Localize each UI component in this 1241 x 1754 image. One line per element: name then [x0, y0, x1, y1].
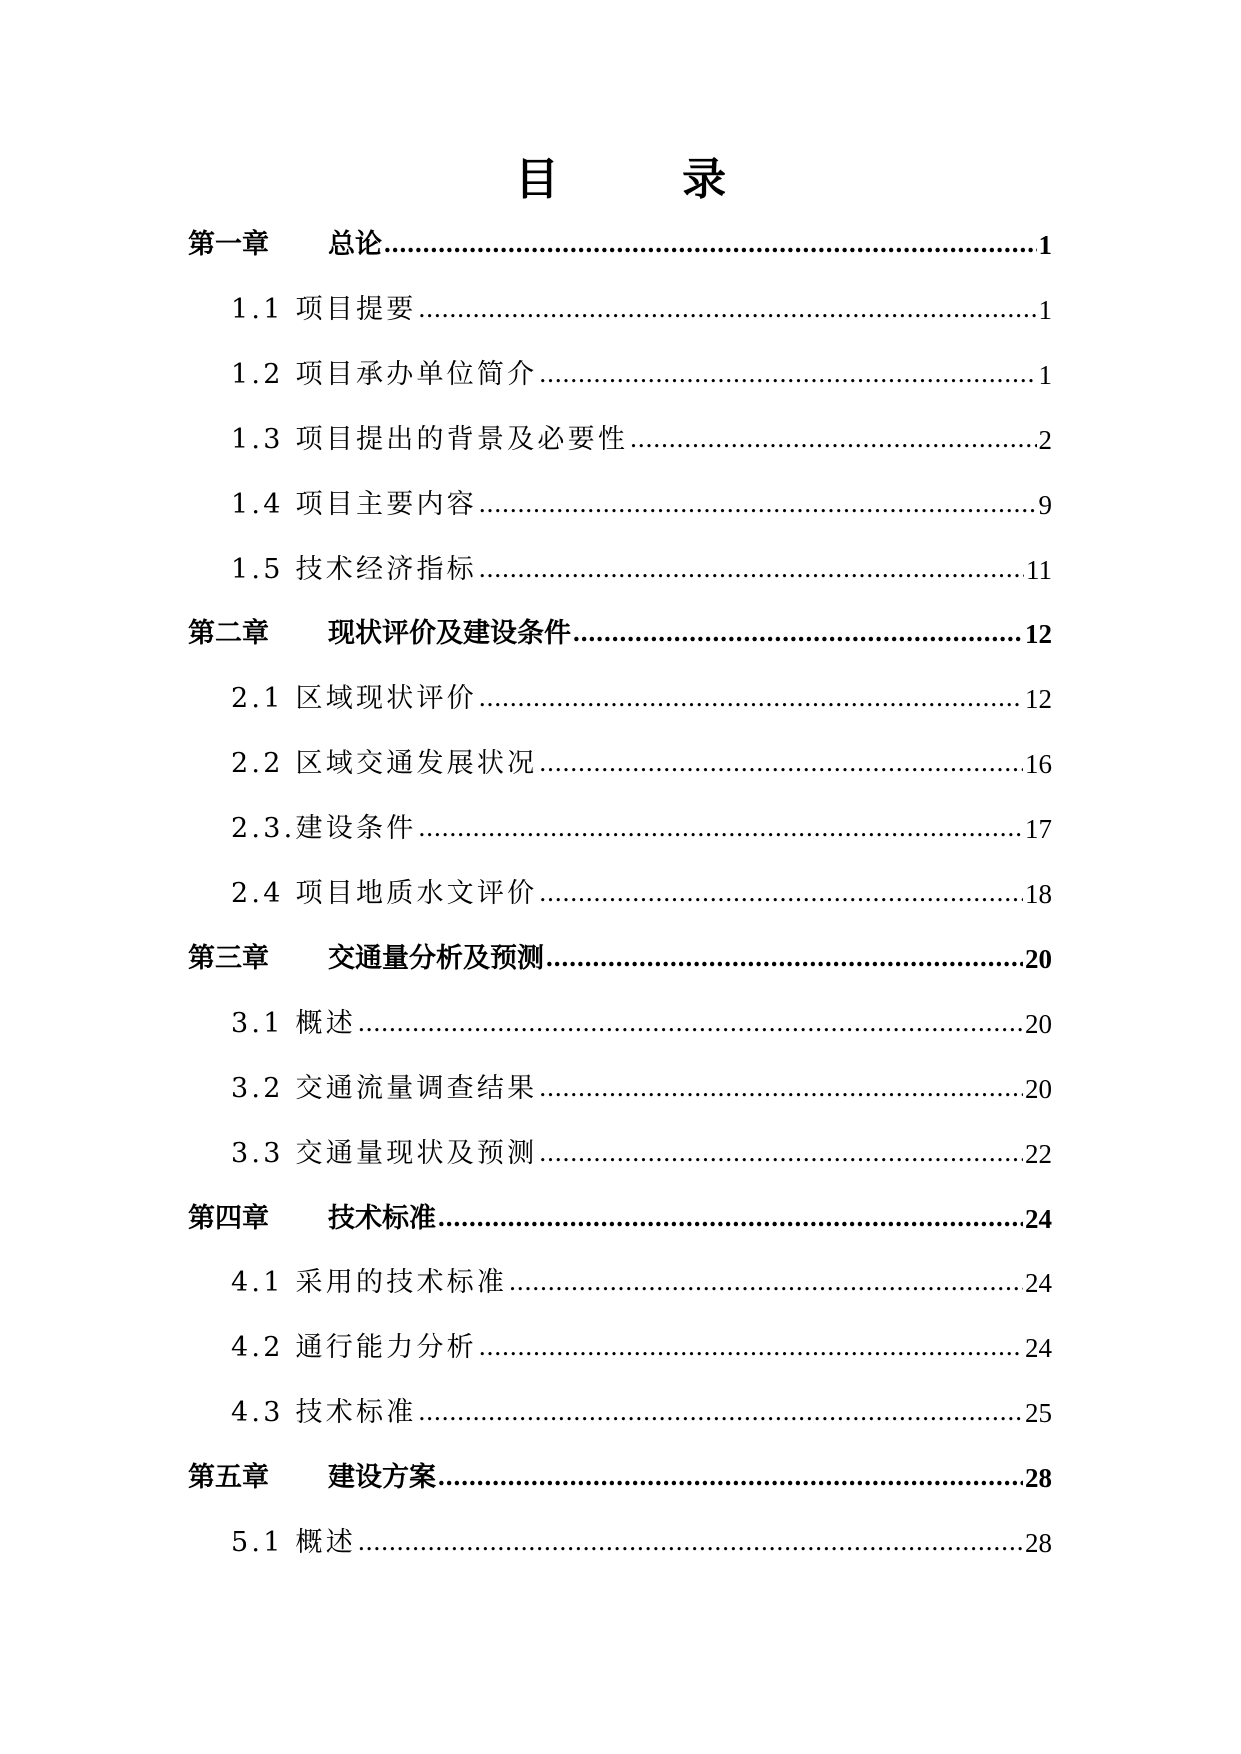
- dot-leader: [384, 221, 1037, 265]
- toc-section-entry[interactable]: [231, 483, 1052, 527]
- dot-leader: [546, 935, 1023, 979]
- toc-entry-title: [188, 612, 571, 656]
- toc-chapter-entry[interactable]: [188, 223, 1052, 267]
- toc-section-entry[interactable]: [231, 677, 1052, 721]
- chapter-number: 第一章: [188, 229, 269, 260]
- toc-section-entry[interactable]: [231, 1132, 1052, 1176]
- toc-page-number: 12: [1025, 619, 1052, 650]
- page-title: 目 录: [514, 154, 766, 205]
- toc-page-number: 24: [1025, 1203, 1052, 1234]
- dot-leader: [418, 286, 1036, 330]
- dot-leader: [573, 610, 1023, 654]
- toc-entry-title: [188, 1456, 436, 1500]
- dot-leader: [479, 546, 1024, 590]
- toc-section-entry[interactable]: [231, 1067, 1052, 1111]
- toc-section-entry[interactable]: [231, 418, 1052, 462]
- toc-entry-title: 2.2 区域交通发展状况: [231, 748, 538, 780]
- toc-section-entry[interactable]: [231, 288, 1052, 332]
- toc-page-number: 20: [1025, 943, 1052, 974]
- dot-leader: [479, 675, 1023, 719]
- dot-leader: [418, 805, 1023, 849]
- toc-entry-title: 1.4 项目主要内容: [231, 488, 477, 520]
- dot-leader: [539, 351, 1036, 395]
- toc-page-number: 28: [1025, 1463, 1052, 1494]
- chapter-title: 技术标准: [328, 1202, 436, 1234]
- toc-entry-title: 2.4 项目地质水文评价: [231, 878, 538, 909]
- chapter-number: 第五章: [188, 1462, 269, 1494]
- chapter-number: 第四章: [188, 1202, 269, 1234]
- toc-entry-title: [188, 223, 382, 267]
- toc-entry-title: 3.2 交通流量调查结果: [231, 1072, 538, 1104]
- toc-page-number: 9: [1038, 489, 1052, 520]
- dot-leader: [539, 1130, 1023, 1174]
- toc-entry-title: 4.3 技术标准: [231, 1397, 417, 1429]
- toc-entry-title: 2.3.建设条件: [231, 813, 417, 845]
- toc-section-entry[interactable]: [231, 742, 1052, 786]
- toc-entry-title: 3.1 概述: [231, 1007, 356, 1039]
- dot-leader: [438, 1454, 1023, 1498]
- toc-entry-title: 1.1 项目提要: [231, 293, 417, 325]
- dot-leader: [630, 416, 1036, 460]
- chapter-title: 总论: [328, 229, 382, 260]
- toc-section-entry[interactable]: [231, 1261, 1052, 1305]
- dot-leader: [438, 1195, 1023, 1239]
- toc-entry-title: 1.2 项目承办单位简介: [231, 358, 538, 390]
- toc-page-number: 11: [1026, 554, 1052, 585]
- toc-page-number: 24: [1025, 1268, 1052, 1299]
- dot-leader: [539, 1065, 1023, 1109]
- toc-page-number: 20: [1025, 1073, 1052, 1104]
- dot-leader: [479, 481, 1037, 525]
- dot-leader: [418, 1389, 1023, 1433]
- toc-section-entry[interactable]: [231, 807, 1052, 851]
- toc-entry-title: 1.3 项目提出的背景及必要性: [231, 423, 629, 455]
- toc-page-number: 17: [1025, 814, 1052, 845]
- toc-chapter-entry[interactable]: [188, 937, 1052, 981]
- dot-leader: [539, 870, 1023, 914]
- toc-section-entry[interactable]: [231, 353, 1052, 397]
- chapter-title: 交通量分析及预测: [328, 942, 544, 974]
- toc-page-number: 25: [1025, 1398, 1052, 1429]
- toc-entry-title: 2.1 区域现状评价: [231, 683, 477, 715]
- toc-page-number: 12: [1025, 684, 1052, 715]
- toc-chapter-entry[interactable]: [188, 612, 1052, 656]
- chapter-title: 现状评价及建设条件: [328, 618, 571, 650]
- toc-section-entry[interactable]: [231, 548, 1052, 592]
- toc-page-number: 18: [1025, 879, 1052, 909]
- dot-leader: [358, 1000, 1023, 1044]
- toc-entry-title: [188, 1197, 436, 1241]
- toc-section-entry[interactable]: [231, 1002, 1052, 1046]
- dot-leader: [509, 1259, 1023, 1303]
- toc-entry-title: 4.1 采用的技术标准: [231, 1267, 508, 1299]
- toc-page-number: 1: [1038, 230, 1052, 260]
- toc-chapter-entry[interactable]: [188, 1456, 1052, 1500]
- toc-section-entry[interactable]: [231, 1391, 1052, 1435]
- toc-chapter-entry[interactable]: [188, 1197, 1052, 1241]
- chapter-title: 建设方案: [328, 1462, 436, 1494]
- toc-section-entry[interactable]: [231, 872, 1052, 916]
- toc-section-entry[interactable]: [231, 1521, 1052, 1565]
- toc-entry-title: 1.5 技术经济指标: [231, 553, 477, 585]
- toc-page-number: 16: [1025, 749, 1052, 780]
- toc-page-number: 24: [1025, 1333, 1052, 1364]
- chapter-number: 第三章: [188, 942, 269, 974]
- toc-entry-title: 4.2 通行能力分析: [231, 1332, 477, 1364]
- dot-leader: [539, 740, 1023, 784]
- toc-entry-title: [188, 937, 544, 981]
- toc-section-entry[interactable]: [231, 1326, 1052, 1370]
- toc-entry-title: 3.3 交通量现状及预测: [231, 1137, 538, 1169]
- dot-leader: [358, 1519, 1023, 1563]
- toc-page-number: 1: [1038, 294, 1052, 325]
- toc-entry-title: 5.1 概述: [231, 1527, 356, 1558]
- chapter-number: 第二章: [188, 618, 269, 650]
- toc-page-number: 22: [1025, 1138, 1052, 1169]
- toc-page-number: 1: [1038, 359, 1052, 390]
- dot-leader: [479, 1324, 1023, 1368]
- toc-page-number: 2: [1038, 424, 1052, 455]
- toc-page-number: 28: [1025, 1528, 1052, 1558]
- toc-page-number: 20: [1025, 1008, 1052, 1039]
